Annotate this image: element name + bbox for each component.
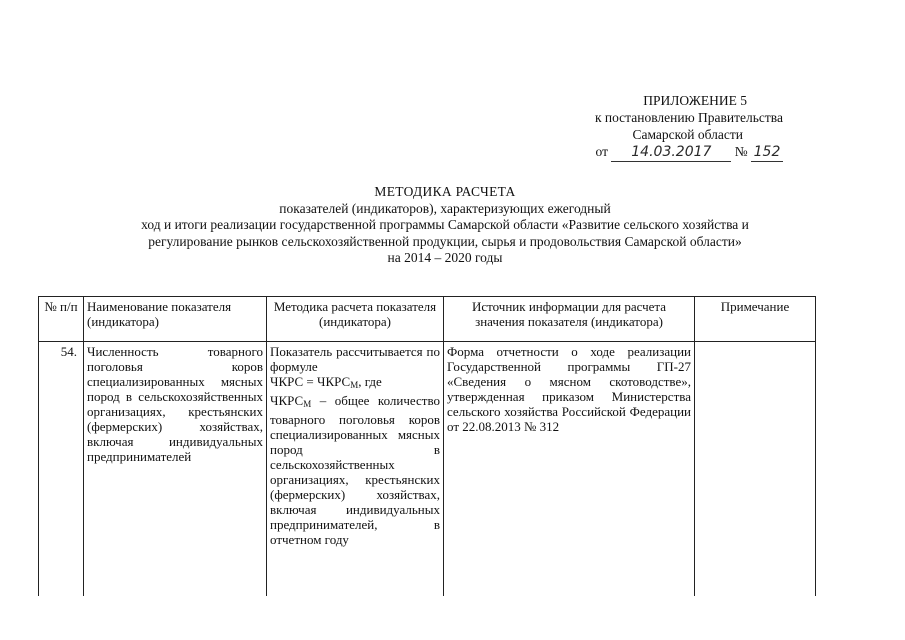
table-header-row [39,297,816,342]
header-source: Источник информации для расчета значения показателя (индикатора) [444,297,695,342]
row-source: Форма отчетности о ходе реализации Государственной программы ГП-27 «Сведения о мясном скотоводстве», утвержденная приказом Министерства сельского хозяйства Российской Федерации от 22.08.2013 № 312 [444,342,695,597]
heading-line-1: показателей (индикаторов), характеризующих ежегодный [279,200,611,216]
row-name: Численность товарного поголовья коров специализированных мясных пород в сельскохозяйственных организациях, крестьянских (фермерских) хозяйствах, включая индивидуальных предпринимателей [84,342,267,597]
formula-end: , где [358,374,382,389]
method-intro: Показатель рассчитывается по формуле [270,344,440,374]
heading-line-2: ход и итоги реализации государственной программы Самарской области «Развитие сельского хозяйства и [141,217,749,232]
header-num: № п/п [39,297,84,342]
heading-line-4: на 2014 – 2020 годы [387,250,503,265]
definition-subscript: М [303,399,312,409]
method-definition [270,393,440,547]
definition-text: – общее количество товарного поголовья коров специализированных мясных пород в сельскохозяйственных организациях, крестьянских (фермерских) хозяйствах, включая индивидуальных предпринимателей, в отчетном году [270,393,440,547]
appendix-title: ПРИЛОЖЕНИЕ 5 [643,93,747,108]
appendix-block [595,92,783,162]
number-sign: № [734,144,748,159]
appendix-resolution: к постановлению Правительства [594,110,783,125]
appendix-date-line [595,143,783,162]
heading-title: МЕТОДИКА РАСЧЕТА [374,184,516,199]
header-note: Примечание [695,297,816,342]
indicator-table [38,296,816,596]
row-num: 54. [39,342,84,597]
method-formula [270,374,440,393]
definition-variable: ЧКРС [270,393,304,408]
date-prefix: от [595,144,608,159]
appendix-region: Самарской области [632,127,743,142]
heading-line-3: регулирование рынков сельскохозяйственной продукции, сырья и продовольствия Самарской области» [148,233,742,249]
document-heading [95,184,795,267]
formula-left: ЧКРС = ЧКРС [270,374,351,389]
row-note [695,342,816,597]
header-method: Методика расчета показателя (индикатора) [267,297,444,342]
handwritten-date: 14.03.2017 [611,144,731,162]
formula-subscript: М [350,380,359,390]
row-method [267,342,444,597]
table-row [39,342,816,597]
header-name: Наименование показателя (индикатора) [84,297,267,342]
handwritten-number: 152 [751,144,783,162]
